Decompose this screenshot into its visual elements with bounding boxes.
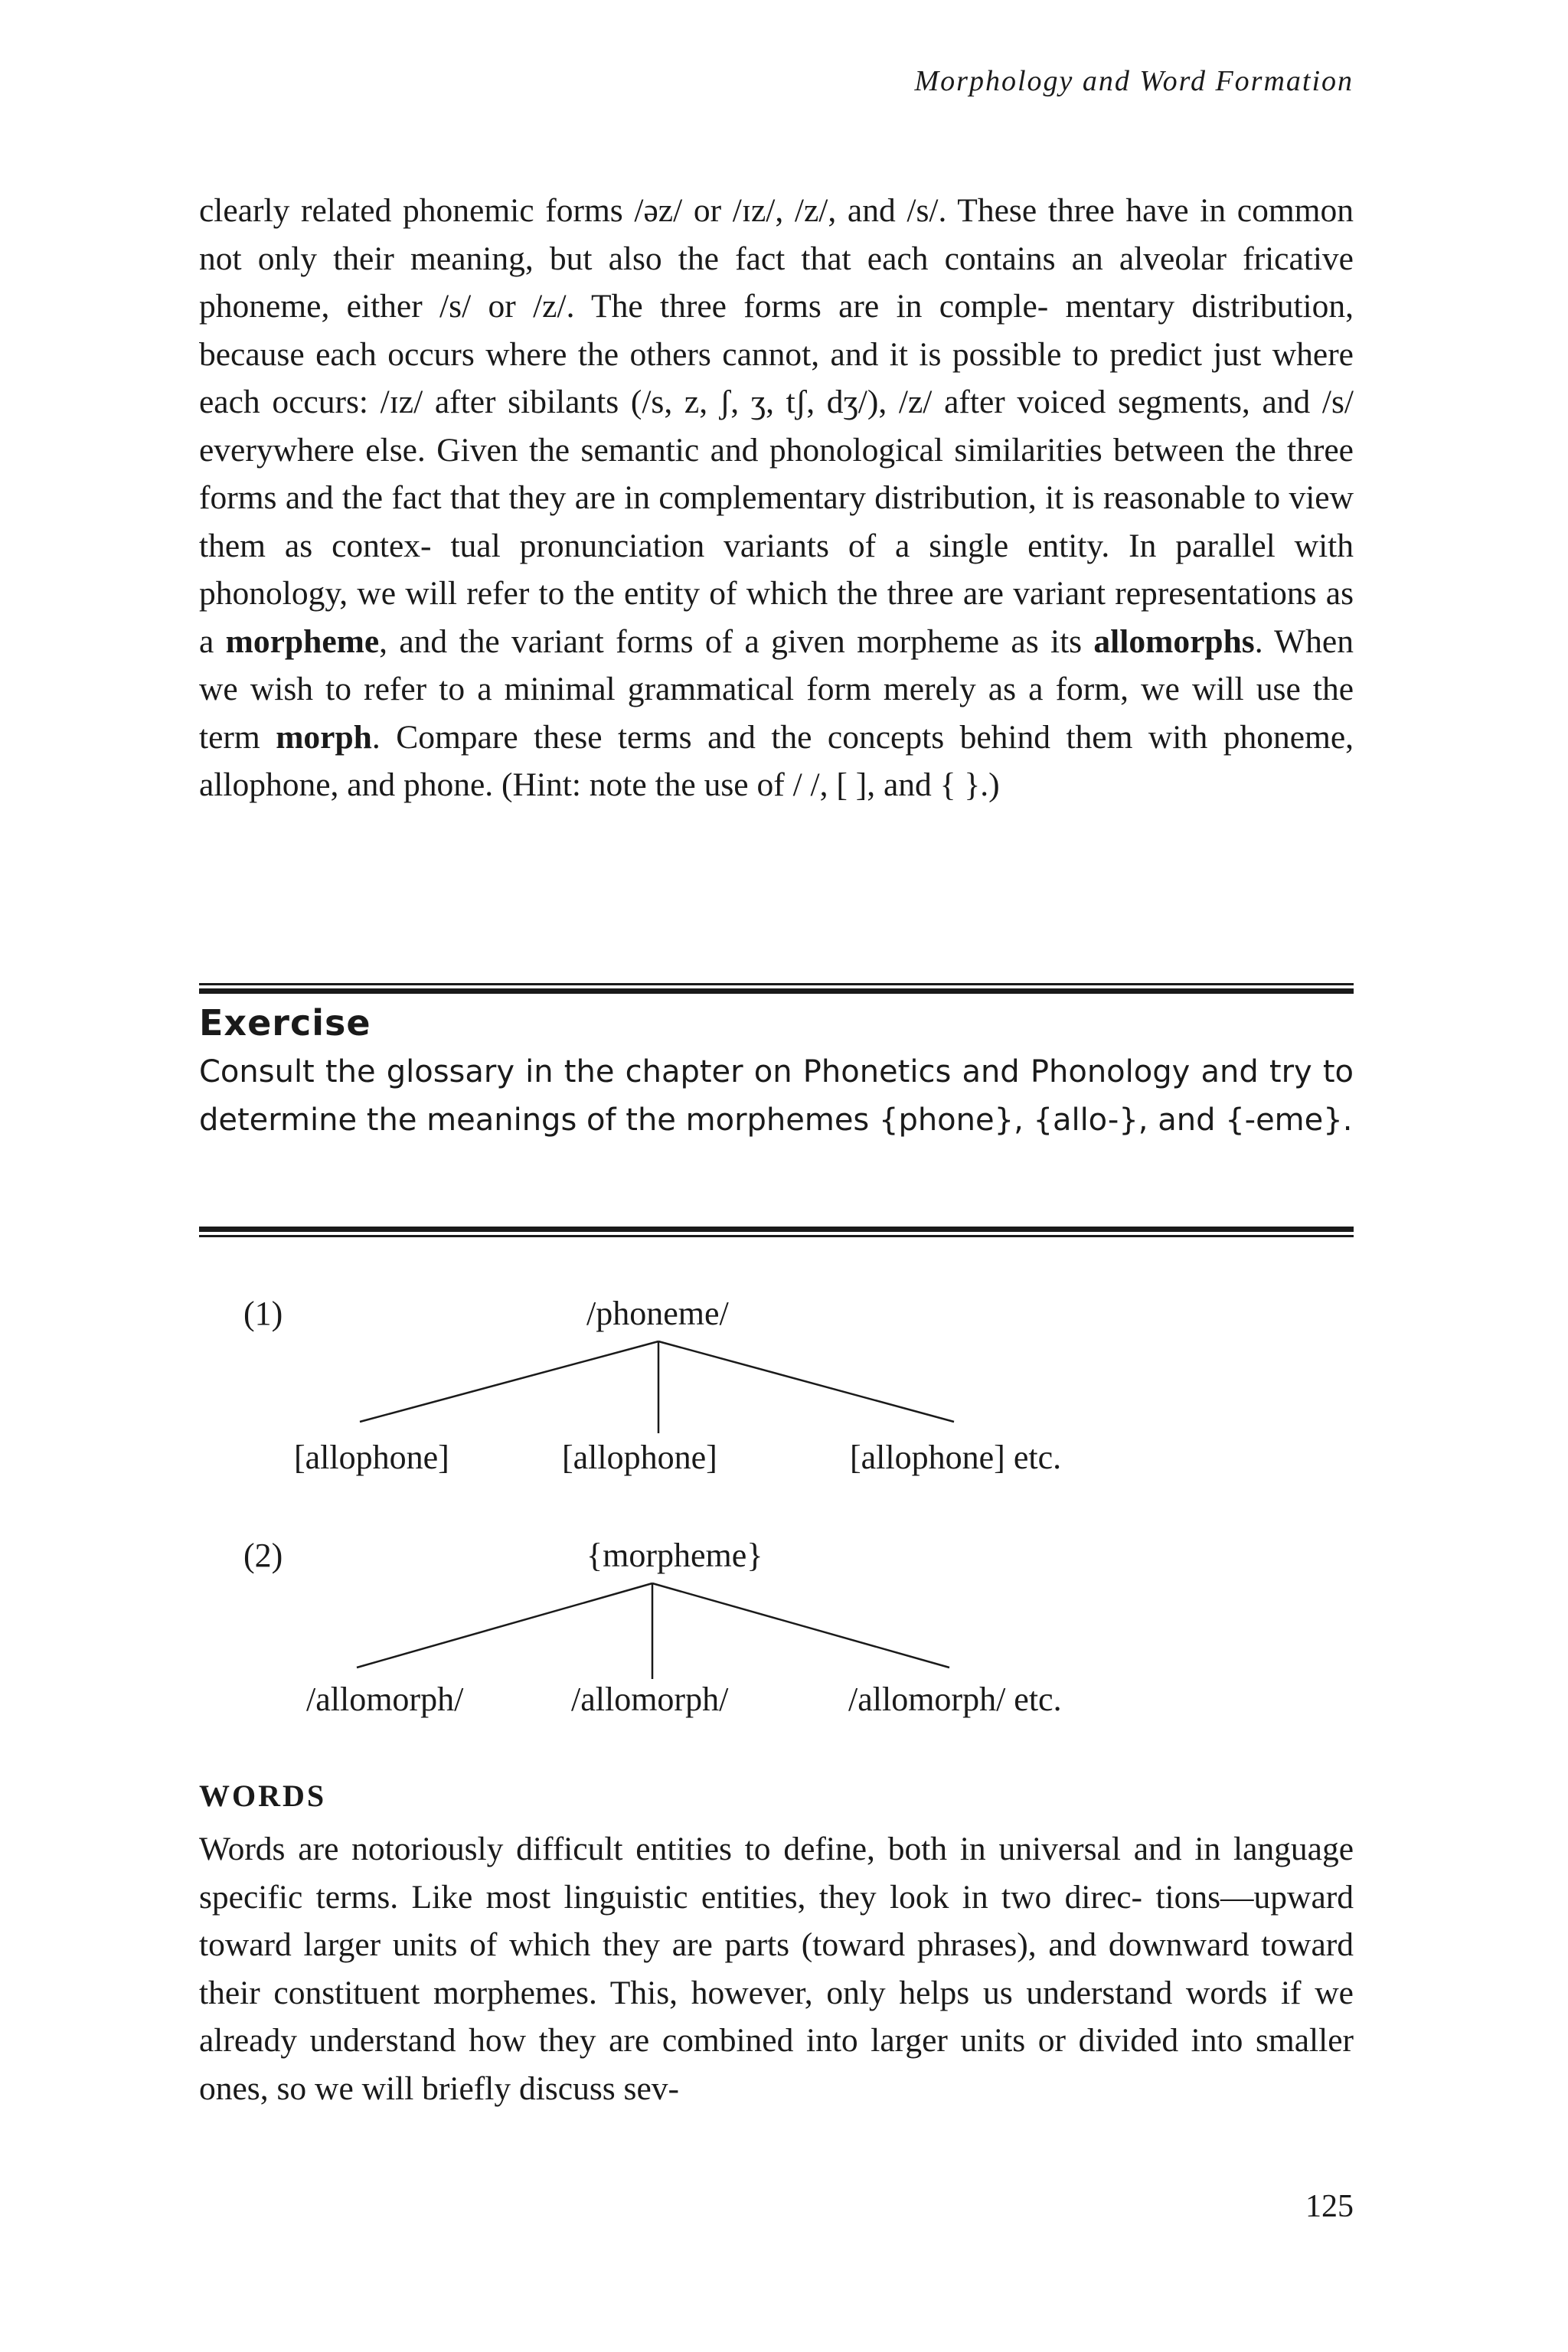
text-line: are in complementary distribution, it is reasonable to view them as contex-	[199, 479, 1354, 564]
section-heading-words: WORDS	[199, 1779, 327, 1813]
text-line: we will refer to the entity of which the three are variant representations as a	[199, 575, 1354, 660]
text-line: Words are notoriously difficult entities to define, both in universal and in	[199, 1831, 1221, 1867]
tree-branch-line	[357, 1583, 652, 1668]
tree-leaf-allomorph: /allomorph/	[306, 1681, 464, 1718]
text-line: mentary distribution, because each occurs where the others cannot, and it is	[199, 288, 1354, 373]
text-fragment: we will use the term	[199, 671, 1354, 756]
text-line: {-eme}.	[1225, 1102, 1353, 1138]
diagram-number: (2)	[243, 1537, 283, 1574]
text-line: clearly related phonemic forms /əz/ or /ɪz/, /z/, and /s/. These three have	[199, 192, 1189, 229]
term-morph: morph	[276, 718, 372, 756]
tree-leaf-allophone: [allophone]	[562, 1439, 717, 1476]
text-line: and phonological similarities between the three forms and the fact that they	[199, 431, 1354, 516]
term-morpheme: morpheme	[225, 622, 380, 660]
tree-branch-line	[360, 1341, 658, 1422]
page-number: 125	[1305, 2189, 1354, 2224]
tree-leaf-allomorph-etc: /allomorph/ etc.	[848, 1681, 1062, 1718]
text-fragment: , and the variant forms of a given morpheme as its	[379, 622, 1094, 660]
text-line: helps us understand words if we already understand how they are combined	[199, 1974, 1354, 2059]
text-fragment: .	[1254, 622, 1263, 660]
text-line: dʒ/), /z/ after voiced segments, and /s/ everywhere else. Given the semantic	[199, 384, 1354, 469]
tree-branch-line	[652, 1583, 949, 1668]
text-line: and downward toward their constituent morphemes. This, however, only	[199, 1926, 1354, 2011]
text-line: tions—upward toward larger units of which they are parts (toward phrases),	[199, 1878, 1354, 1963]
text-line: try to determine the meanings of the morphemes {phone}, {allo-}, and	[199, 1054, 1354, 1138]
paragraph-words	[199, 1825, 1354, 2112]
text-line: language specific terms. Like most linguistic entities, they look in two direc-	[199, 1831, 1354, 1916]
text-line: in common not only their meaning, but also the fact that each contains an	[199, 192, 1354, 277]
tree-leaf-allophone: [allophone]	[294, 1439, 449, 1476]
text-line: When we wish to refer to a minimal grammatical form merely as a form,	[199, 622, 1354, 707]
text-line: them with phoneme, allophone, and phone. (Hint: note the use of / /, [ ],	[199, 718, 1354, 803]
term-allomorphs: allomorphs	[1093, 622, 1255, 660]
text-line: into larger units or divided into smaller ones, so we will briefly discuss sev-	[199, 2022, 1354, 2107]
text-fragment: . Compare these terms and the concepts behind	[371, 718, 1050, 756]
tree-leaf-allomorph: /allomorph/	[571, 1681, 729, 1718]
running-head: Morphology and Word Formation	[914, 65, 1354, 97]
text-line: tual pronunciation variants of a single entity. In parallel with phonology,	[199, 527, 1354, 612]
tree-root-morpheme: {morpheme}	[586, 1537, 763, 1574]
tree-branch-line	[658, 1341, 954, 1422]
tree-leaf-allophone-etc: [allophone] etc.	[850, 1439, 1062, 1476]
exercise-heading: Exercise	[199, 1002, 371, 1044]
text-line: Consult the glossary in the chapter on Phonetics and Phonology and	[199, 1054, 1259, 1089]
tree-root-phoneme: /phoneme/	[586, 1295, 729, 1332]
diagram-number: (1)	[243, 1295, 283, 1332]
text-line: and { }.)	[883, 766, 1000, 803]
text-line: alveolar fricative phoneme, either /s/ or /z/. The three forms are in comple-	[199, 240, 1354, 325]
text-line: possible to predict just where each occurs: /ɪz/ after sibilants (/s, z, ʃ, ʒ, tʃ,	[199, 335, 1354, 420]
